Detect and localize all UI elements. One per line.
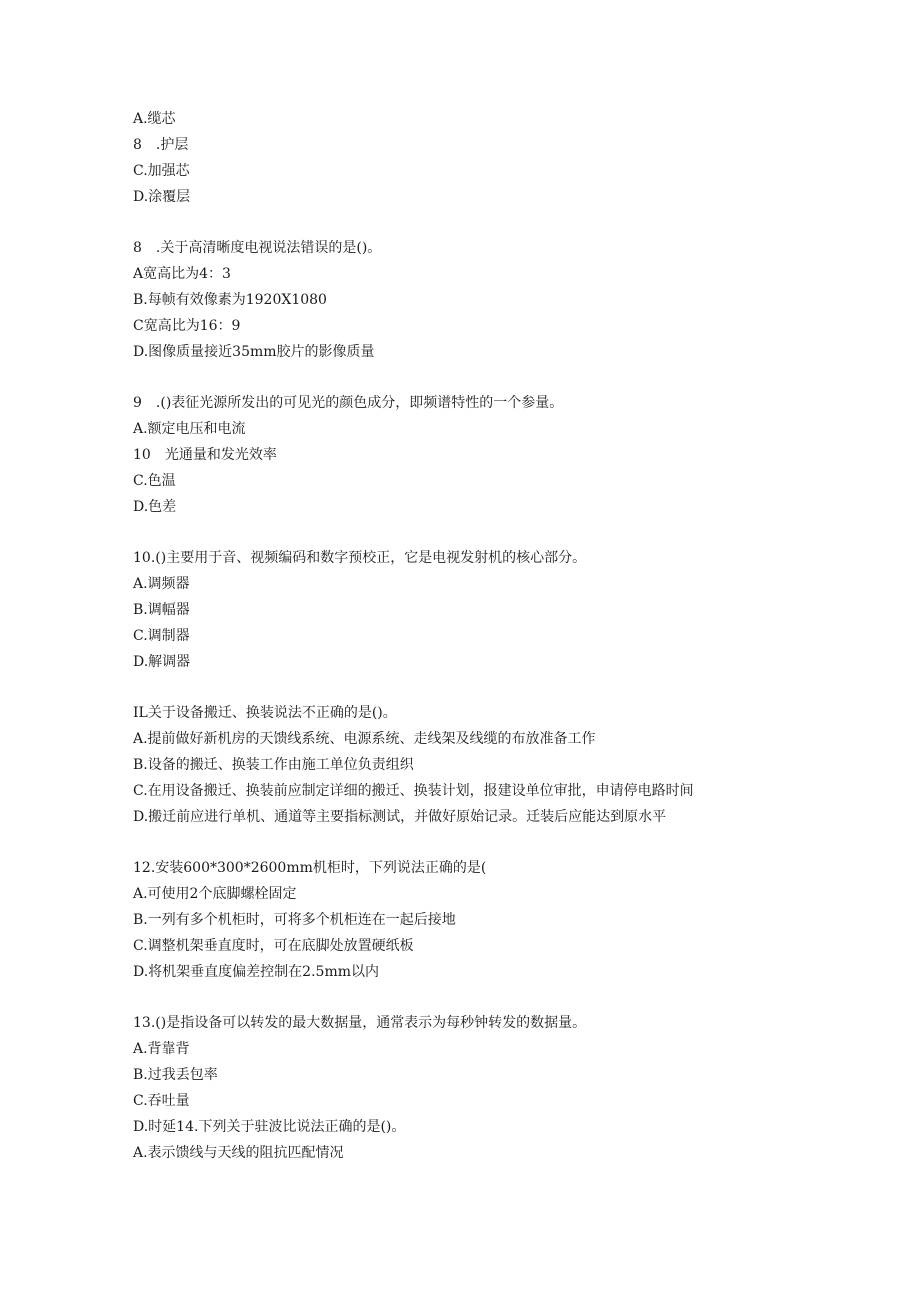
option-c: C宽高比为16：9 <box>133 318 241 334</box>
option-b: B.设备的搬迁、换装工作由施工单位负责组织 <box>133 757 414 773</box>
question-block-9 <box>133 390 833 520</box>
option-a: A宽高比为4：3 <box>133 266 231 282</box>
option-b: B.每帧有效像素为1920X1080 <box>133 292 327 308</box>
option-a: A.调频器 <box>133 576 190 592</box>
question-text: 8 .关于高清晰度电视说法错误的是()。 <box>133 240 382 256</box>
option-d: D.图像质量接近35mm胶片的影像质量 <box>133 344 375 360</box>
option-c: C.在用设备搬迁、换装前应制定详细的搬迁、换装计划，报建设单位审批，申请停电路时间 <box>133 783 694 799</box>
option-d: D.搬迁前应进行单机、通道等主要指标测试，并做好原始记录。迁装后应能达到原水平 <box>133 809 667 825</box>
question-text: 12.安装600*300*2600mm机柜时，下列说法正确的是( <box>133 860 487 876</box>
option-c: C.吞吐量 <box>133 1093 190 1109</box>
option-a: A.可使用2个底脚螺栓固定 <box>133 886 297 902</box>
question-text: 13.()是指设备可以转发的最大数据量，通常表示为每秒钟转发的数据量。 <box>133 1015 587 1031</box>
option-b: 8 .护层 <box>133 137 189 153</box>
question-text: 10.()主要用于音、视频编码和数字预校正，它是电视发射机的核心部分。 <box>133 550 587 566</box>
question-block-13 <box>133 1010 833 1166</box>
option-b: 10 光通量和发光效率 <box>133 447 277 463</box>
question-block-8 <box>133 235 833 365</box>
option-b: B.过我丢包率 <box>133 1067 218 1083</box>
document-body <box>133 106 833 1191</box>
option-d: D.涂覆层 <box>133 189 191 205</box>
option-a: A.背靠背 <box>133 1041 190 1057</box>
option-a: A.缆芯 <box>133 111 176 127</box>
question-block-12 <box>133 855 833 985</box>
option-d: D.将机架垂直度偏差控制在2.5mm以内 <box>133 964 379 980</box>
option-c: C.色温 <box>133 473 176 489</box>
question-text: IL关于设备搬迁、换装说法不正确的是()。 <box>133 705 397 721</box>
option-c: C.调制器 <box>133 628 190 644</box>
option-b: B.一列有多个机柜时，可将多个机柜连在一起后接地 <box>133 912 456 928</box>
question-block-7 <box>133 106 833 210</box>
question-block-11 <box>133 700 833 830</box>
option-b: B.调幅器 <box>133 602 190 618</box>
option-a: A.额定电压和电流 <box>133 421 246 437</box>
option-a: A.提前做好新机房的天馈线系统、电源系统、走线架及线缆的布放准备工作 <box>133 731 596 747</box>
option-d: D.色差 <box>133 499 177 515</box>
option-d: D.解调器 <box>133 654 191 670</box>
option-c: C.调整机架垂直度时，可在底脚处放置硬纸板 <box>133 938 414 954</box>
option-c: C.加强芯 <box>133 163 190 179</box>
option-d-and-question-14: D.时延14.下列关于驻波比说法正确的是()。 <box>133 1119 406 1135</box>
option-a: A.表示馈线与天线的阻抗匹配情况 <box>133 1145 344 1161</box>
question-block-10 <box>133 545 833 675</box>
question-text: 9 .()表征光源所发出的可见光的颜色成分，即频谱特性的一个参量。 <box>133 395 564 411</box>
